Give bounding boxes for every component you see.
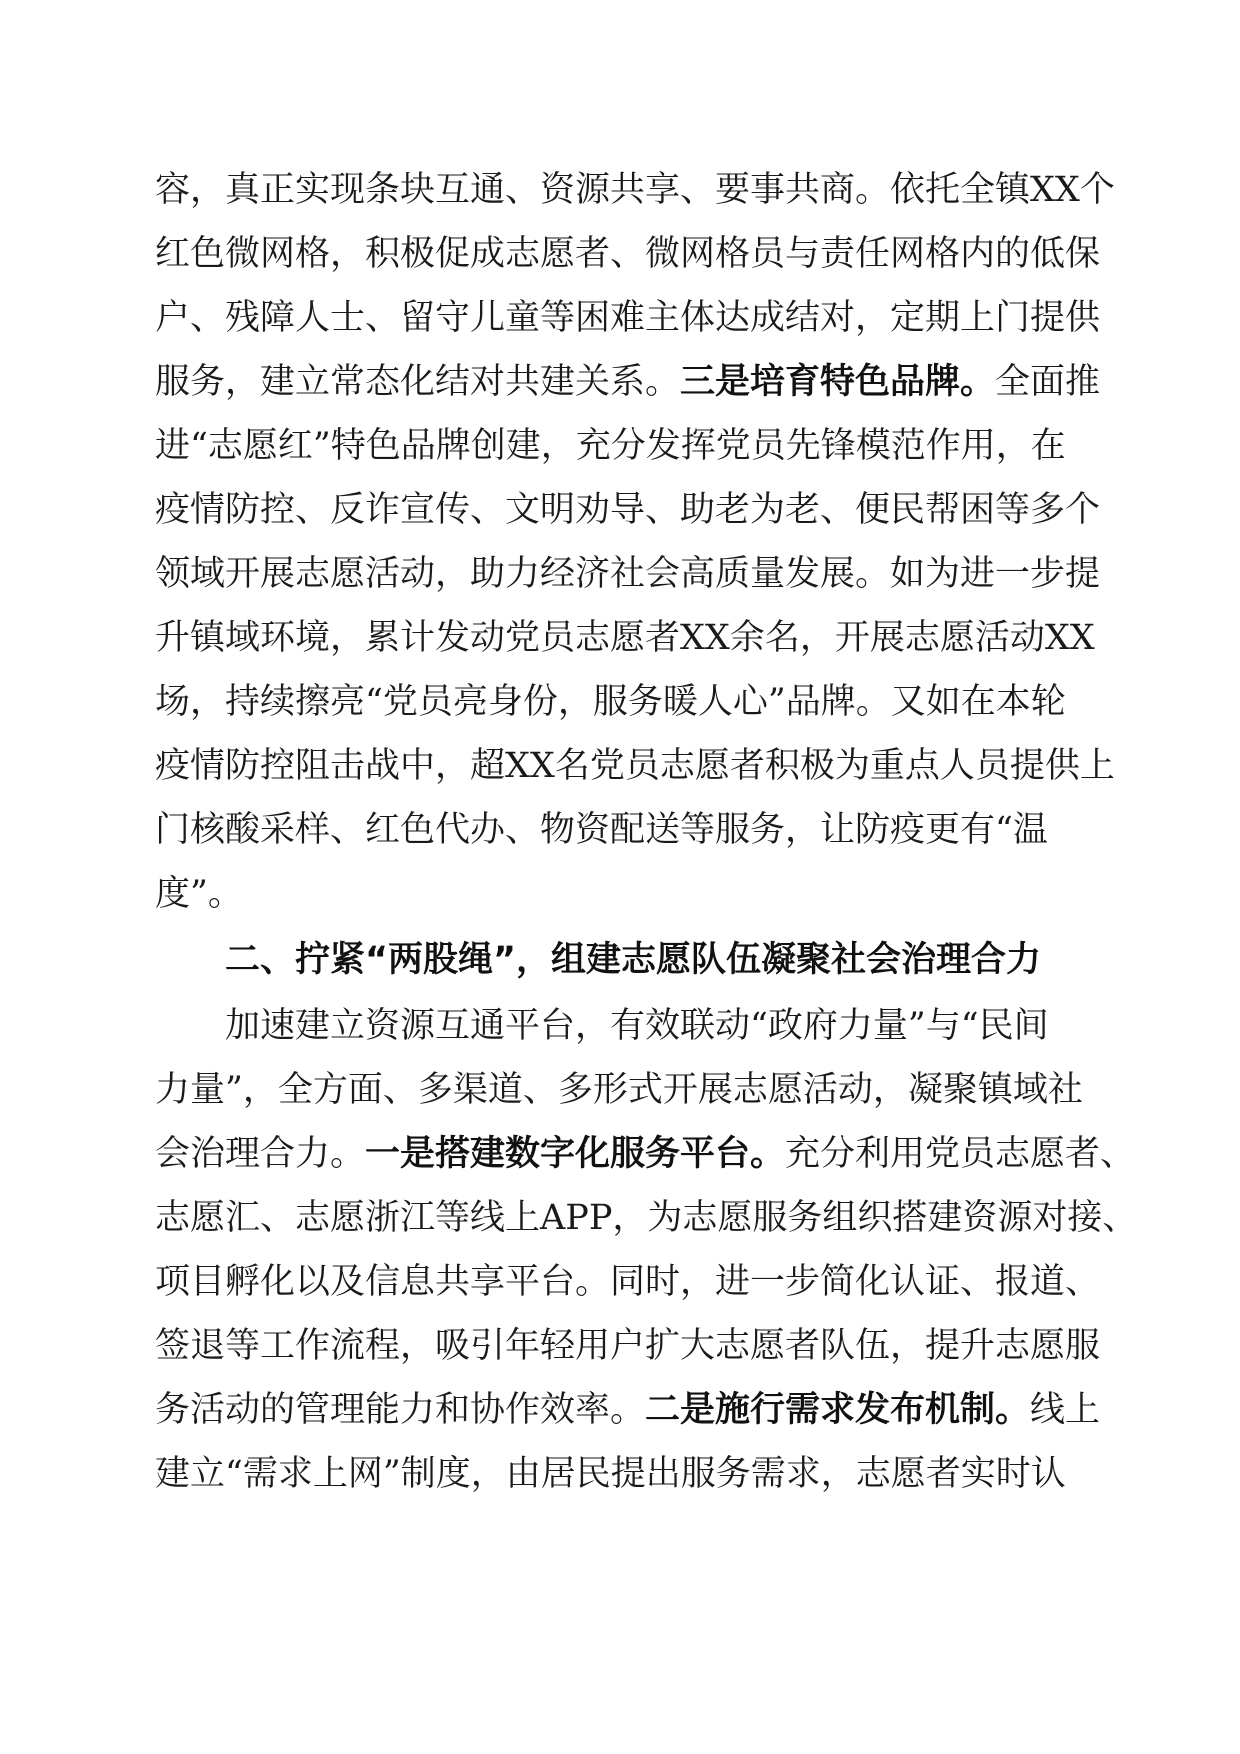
- text-line: 加速建立资源互通平台，有效联动“政府力量”与“民间: [225, 1006, 1049, 1046]
- text-line: 红色微网格，积极促成志愿者、微网格员与责任网格内的低保: [155, 234, 1101, 274]
- text-line: 志愿汇、志愿浙江等线上APP，为志愿服务组织搭建资源对接、: [155, 1198, 1138, 1238]
- text-line: 疫情防控阻击战中，超XX名党员志愿者积极为重点人员提供上: [155, 746, 1115, 786]
- text-line: [155, 350, 1101, 414]
- section-heading: 二、拧紧“两股绳”，组建志愿队伍凝聚社会治理合力: [225, 940, 1042, 980]
- text-line: [155, 1122, 1136, 1186]
- text-line: 度”。: [155, 874, 243, 914]
- text-line: 门核酸采样、红色代办、物资配送等服务，让防疫更有“温: [155, 810, 1048, 850]
- text-line: 建立“需求上网”制度，由居民提出服务需求，志愿者实时认: [155, 1454, 1066, 1494]
- bold-key-point: 一是搭建数字化服务平台。: [365, 1133, 786, 1174]
- text-segment: 会治理合力。: [155, 1134, 366, 1174]
- text-line: 进“志愿红”特色品牌创建，充分发挥党员先锋模范作用，在: [155, 426, 1066, 466]
- text-line: 项目孵化以及信息共享平台。同时，进一步简化认证、报道、: [155, 1262, 1101, 1302]
- text-line: 力量”，全方面、多渠道、多形式开展志愿活动，凝聚镇域社: [155, 1070, 1083, 1110]
- text-segment: 充分利用党员志愿者、: [785, 1134, 1136, 1174]
- bold-key-point: 二是施行需求发布机制。: [645, 1389, 1031, 1430]
- text-segment: 线上: [1030, 1390, 1101, 1430]
- bold-key-point: 三是培育特色品牌。: [680, 361, 996, 402]
- text-segment: 全面推: [995, 362, 1101, 402]
- text-line: 场，持续擦亮“党员亮身份，服务暖人心”品牌。又如在本轮: [155, 682, 1066, 722]
- text-line: 户、残障人士、留守儿童等困难主体达成结对，定期上门提供: [155, 298, 1101, 338]
- text-line: 升镇域环境，累计发动党员志愿者XX余名，开展志愿活动XX: [155, 618, 1095, 658]
- text-line: 领域开展志愿活动，助力经济社会高质量发展。如为进一步提: [155, 554, 1101, 594]
- text-segment: 服务，建立常态化结对共建关系。: [155, 362, 681, 402]
- text-line: 容，真正实现条块互通、资源共享、要事共商。依托全镇XX个: [155, 170, 1115, 210]
- text-line: 疫情防控、反诈宣传、文明劝导、助老为老、便民帮困等多个: [155, 490, 1101, 530]
- text-segment: 务活动的管理能力和协作效率。: [155, 1390, 646, 1430]
- text-line: 签退等工作流程，吸引年轻用户扩大志愿者队伍，提升志愿服: [155, 1326, 1101, 1366]
- text-line: [155, 1378, 1101, 1442]
